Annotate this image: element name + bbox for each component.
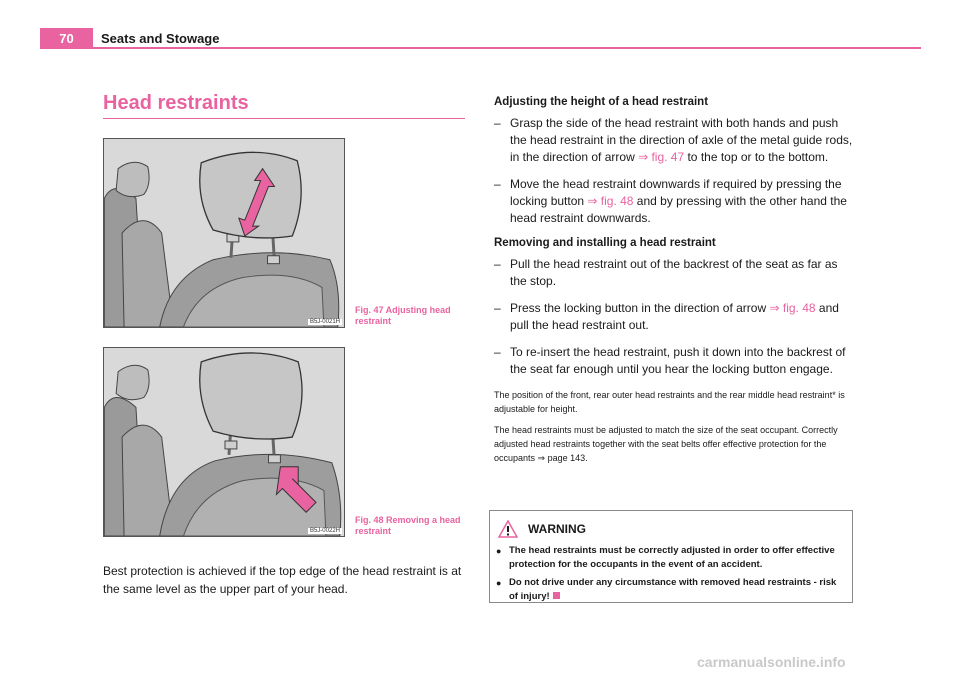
end-of-section-icon xyxy=(553,592,560,599)
dash-glyph: – xyxy=(494,257,501,271)
right-column xyxy=(494,96,854,472)
watermark: carmanualsonline.info xyxy=(697,654,846,670)
seat-illustration-fig47 xyxy=(104,139,344,327)
instruction-step: – Press the locking button in the direction of arrow ⇒ fig. 48 and pull the head restraint out. xyxy=(494,301,839,332)
figure-link[interactable]: ⇒ fig. 48 xyxy=(769,301,816,315)
figure-caption: Fig. 48 Removing a head restraint xyxy=(355,515,461,536)
running-title: Seats and Stowage xyxy=(101,31,220,46)
note-paragraph: The position of the front, rear outer head restraints and the rear middle head restraint* is adjustable for height. xyxy=(494,390,845,414)
instruction-step: – Move the head restraint downwards if required by pressing the locking button ⇒ fig. 48 and by pressing with the other hand the head restraint downwards. xyxy=(494,177,847,225)
seat-illustration-fig48 xyxy=(104,348,344,536)
figure-link[interactable]: ⇒ fig. 48 xyxy=(587,194,634,208)
warning-item: ● The head restraints must be correctly adjusted in order to offer effective protection for the occupants in the event of an accident. xyxy=(496,545,835,570)
dash-glyph: – xyxy=(494,345,501,359)
dash-glyph: – xyxy=(494,301,501,315)
figure-removing-head-restraint xyxy=(103,347,345,537)
warning-header xyxy=(490,511,852,541)
note-paragraph: The head restraints must be adjusted to match the size of the seat occupant. Correctly adjusted head restraints together with the seat belts offer effective protection for the occupants ⇒ page 143. xyxy=(494,425,838,463)
removing-heading: Removing and installing a head restraint xyxy=(494,237,716,249)
figure-adjusting-head-restraint xyxy=(103,138,345,328)
figure-caption: Fig. 47 Adjusting head restraint xyxy=(355,305,451,326)
bullet-icon: ● xyxy=(496,578,502,588)
figure-code: B5J-0021H xyxy=(309,319,340,325)
adjusting-heading: Adjusting the height of a head restraint xyxy=(494,96,709,108)
page-number: 70 xyxy=(40,28,93,49)
instruction-step: – Grasp the side of the head restraint with both hands and push the head restraint in the direction of axle of the metal guide rods, in the direction of arrow ⇒ fig. 47 to the top or to the bottom. xyxy=(494,116,853,164)
warning-title: WARNING xyxy=(528,522,586,536)
warning-box xyxy=(489,510,853,603)
header-rule xyxy=(93,47,921,49)
dash-glyph: – xyxy=(494,177,501,191)
figure-link[interactable]: ⇒ fig. 47 xyxy=(638,150,685,164)
warning-triangle-icon xyxy=(498,520,518,538)
warning-item: ● Do not drive under any circumstance with removed head restraints - risk of injury! xyxy=(496,577,837,602)
warning-list xyxy=(490,544,852,604)
figure-code: B5J-0022H xyxy=(309,528,340,534)
dash-glyph: – xyxy=(494,116,501,130)
bullet-icon: ● xyxy=(496,546,502,556)
section-rule xyxy=(103,118,465,119)
section-title: Head restraints xyxy=(103,92,249,114)
intro-paragraph: Best protection is achieved if the top edge of the head restraint is at the same level as the upper part of your head. xyxy=(103,564,462,596)
instruction-step: – Pull the head restraint out of the backrest of the seat as far as the stop. xyxy=(494,257,838,288)
instruction-step: – To re-insert the head restraint, push it down into the backrest of the seat far enough until you hear the locking button engage. xyxy=(494,345,846,376)
